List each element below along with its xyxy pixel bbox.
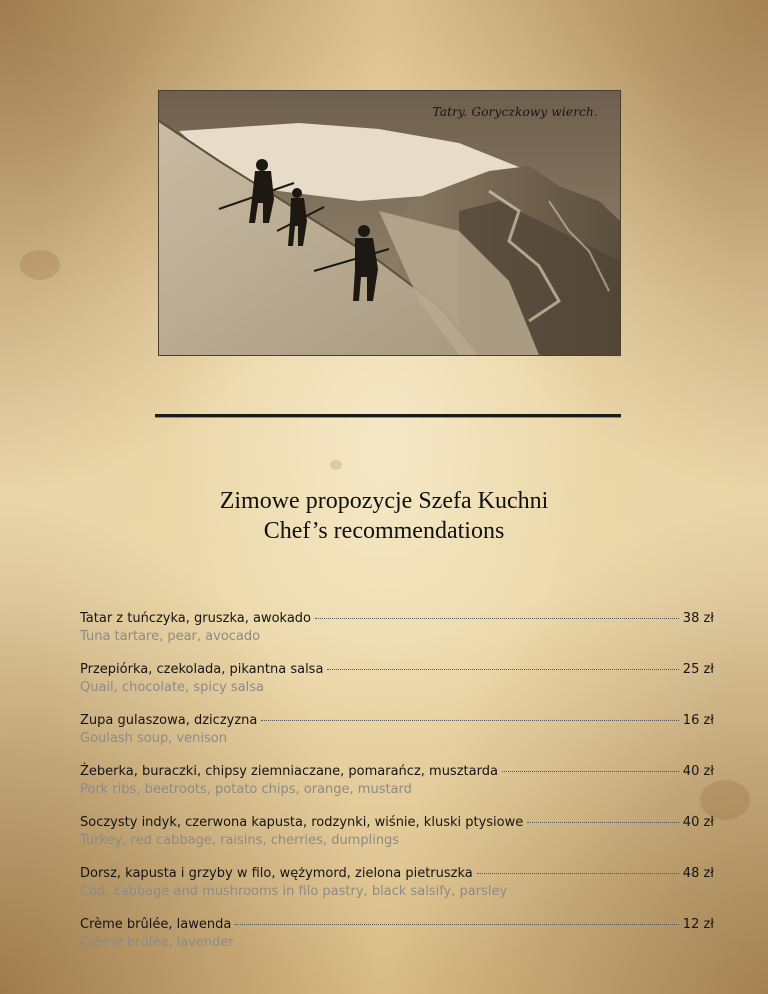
dish-translation: Cod, cabbage and mushrooms in filo pastry, black salsify, parsley [80, 884, 508, 899]
paper-stain [20, 250, 60, 280]
dish-name: Tatar z tuńczyka, gruszka, awokado [80, 611, 312, 626]
menu-list [80, 610, 714, 967]
dot-leader [327, 669, 678, 670]
dish-translation: Quail, chocolate, spicy salsa [80, 680, 265, 695]
dish-translation: Crème brûlée, lavender [80, 935, 234, 950]
dot-leader [527, 822, 679, 823]
dish-name: Dorsz, kapusta i grzyby w filo, wężymord, zielona pietruszka [80, 866, 473, 881]
mountain-illustration [159, 91, 620, 355]
dish-translation: Turkey, red cabbage, raisins, cherries, dumplings [80, 833, 400, 848]
paper-stain [330, 460, 342, 470]
menu-item [80, 916, 714, 967]
dish-name: Crème brûlée, lawenda [80, 917, 232, 932]
menu-item [80, 661, 714, 712]
dish-price: 48 zł [682, 866, 714, 881]
dish-price: 40 zł [682, 764, 714, 779]
dish-translation: Goulash soup, venison [80, 731, 227, 746]
dish-price: 38 zł [682, 611, 714, 626]
dish-price: 25 zł [682, 662, 714, 677]
dish-translation: Pork ribs, beetroots, potato chips, orange, mustard [80, 782, 412, 797]
dot-leader [235, 924, 678, 925]
dish-name: Soczysty indyk, czerwona kapusta, rodzynki, wiśnie, kluski ptysiowe [80, 815, 524, 830]
menu-title-english: Chef’s recommendations [263, 518, 505, 544]
dish-price: 16 zł [682, 713, 714, 728]
dish-name: Zupa gulaszowa, dziczyzna [80, 713, 258, 728]
menu-item [80, 712, 714, 763]
dish-price: 40 zł [682, 815, 714, 830]
dish-price: 12 zł [682, 917, 714, 932]
dot-leader [502, 771, 679, 772]
menu-item [80, 610, 714, 661]
dish-name: Żeberka, buraczki, chipsy ziemniaczane, pomarańcz, musztarda [80, 764, 498, 779]
divider-rule [155, 414, 621, 417]
dish-name: Przepiórka, czekolada, pikantna salsa [80, 662, 324, 677]
dot-leader [261, 720, 678, 721]
menu-item [80, 814, 714, 865]
dot-leader [315, 618, 679, 619]
menu-item [80, 763, 714, 814]
photo-caption: Tatry. Goryczkowy wierch. [432, 105, 598, 119]
vintage-mountain-photo [158, 90, 621, 356]
dot-leader [477, 873, 679, 874]
dish-translation: Tuna tartare, pear, avocado [80, 629, 261, 644]
menu-item [80, 865, 714, 916]
menu-title-polish: Zimowe propozycje Szefa Kuchni [219, 488, 549, 514]
